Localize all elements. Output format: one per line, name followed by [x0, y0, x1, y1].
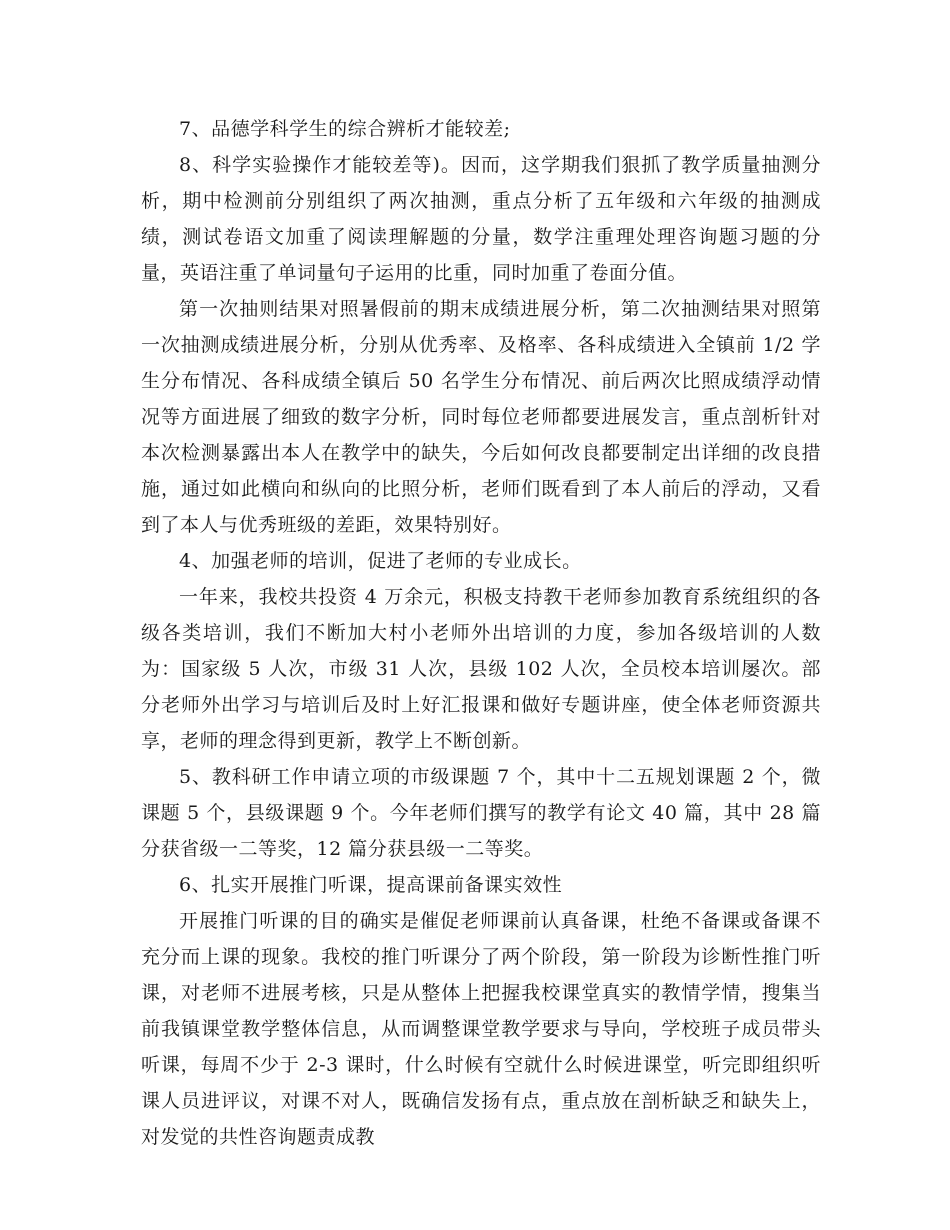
paragraph-class-observation: 开展推门听课的目的确实是催促老师课前认真备课，杜绝不备课或备课不充分而上课的现象。我校的推门听课分了两个阶段，第一阶段为诊断性推门听课，对老师不进展考核，只是从整体上把握我校课堂真实的教情学情，搜集当前我镇课堂教学整体信息，从而调整课堂教学要求与导向，学校班子成员带头听课，每周不少于 2-3 课时，什么时候有空就什么时候进课堂，听完即组织听课人员进评议，对课不对人，既确信发扬有点，重点放在剖析缺乏和缺失上，对发觉的共性咨询题责成教 — [141, 910, 821, 1148]
document-body — [141, 111, 821, 1155]
paragraph-teacher-training: 一年来，我校共投资 4 万余元，积极支持教干老师参加教育系统组织的各级各类培训，我们不断加大村小老师外出培训的力度，参加各级培训的人数为：国家级 5 人次，市级 31 人次，县级 102 人次，全员校本培训屡次。部分老师外出学习与培训后及时上好汇报课和做好专题讲座，使全体老师资源共享，老师的理念得到更新，教学上不断创新。 — [141, 586, 821, 752]
paragraph-research-projects: 5、教科研工作申请立项的市级课题 7 个，其中十二五规划课题 2 个，微课题 5 个，县级课题 9 个。今年老师们撰写的教学有论文 40 篇，其中 28 篇分获省级一二等奖，12 篇分获县级一二等奖。 — [141, 766, 821, 860]
paragraph-first-test-analysis: 第一次抽则结果对照暑假前的期末成绩进展分析，第二次抽测结果对照第一次抽测成绩进展分析，分别从优秀率、及格率、各科成绩进入全镇前 1/2 学生分布情况、各科成绩全镇后 50 名学生分布情况、前后两次比照成绩浮动情况等方面进展了细致的数字分析，同时每位老师都要进展发言，重点剖析针对本次检测暴露出本人在教学中的缺失，今后如何改良都要制定出详细的改良措施，通过如此横向和纵向的比照分析，老师们既看到了本人前后的浮动，又看到了本人与优秀班级的差距，效果特别好。 — [141, 298, 821, 536]
paragraph-item-8: 8、科学实验操作才能较差等)。因而，这学期我们狠抓了教学质量抽测分析，期中检测前分别组织了两次抽测，重点分析了五年级和六年级的抽测成绩，测试卷语文加重了阅读理解题的分量，数学注重理处理咨询题习题的分量，英语注重了单词量句子运用的比重，同时加重了卷面分值。 — [141, 154, 821, 284]
paragraph-item-7: 7、品德学科学生的综合辨析才能较差; — [179, 118, 511, 140]
paragraph-heading-teacher-training: 4、加强老师的培训，促进了老师的专业成长。 — [179, 550, 582, 572]
paragraph-heading-class-observation: 6、扎实开展推门听课，提高课前备课实效性 — [179, 874, 563, 896]
